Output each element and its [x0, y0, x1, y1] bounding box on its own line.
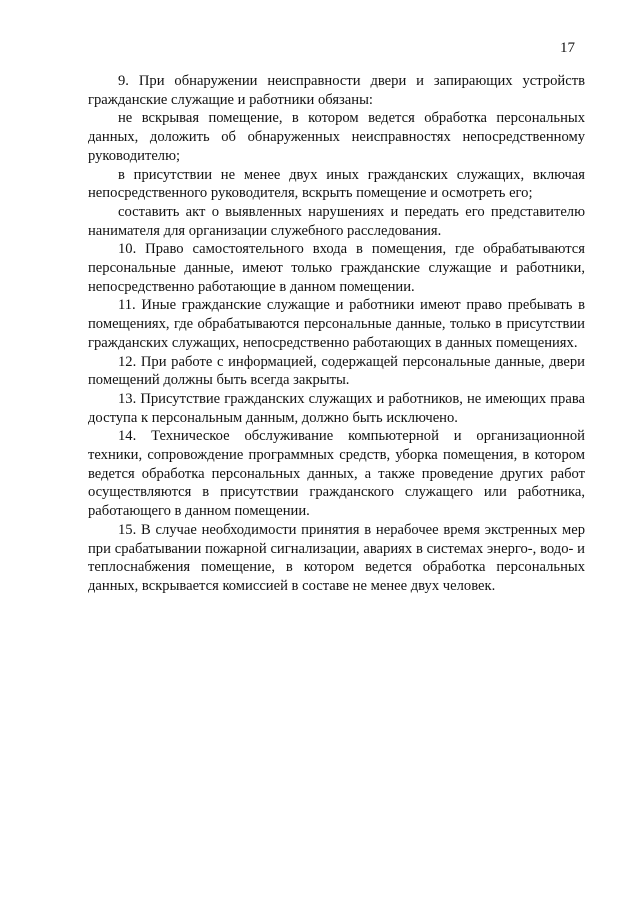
paragraph-12: 12. При работе с информацией, содержащей персональные данные, двери помещений должны быть всегда закрыты.	[88, 353, 585, 389]
paragraph-9-item-3: составить акт о выявленных нарушениях и передать его представителю нанимателя для организации служебного расследования.	[88, 203, 585, 239]
document-body	[88, 72, 585, 596]
paragraph-9-intro: 9. При обнаружении неисправности двери и запирающих устройств гражданские служащие и работники обязаны:	[88, 73, 585, 108]
paragraph-15: 15. В случае необходимости принятия в нерабочее время экстренных мер при срабатывании пожарной сигнализации, авариях в системах энерго-, водо- и теплоснабжения помещение, в котором ведется обработка персональных данных, вскрывается комиссией в составе не менее двух человек.	[88, 521, 585, 594]
paragraph-13: 13. Присутствие гражданских служащих и работников, не имеющих права доступа к персональным данным, должно быть исключено.	[88, 390, 585, 426]
paragraph-11: 11. Иные гражданские служащие и работники имеют право пребывать в помещениях, где обрабатываются персональные данные, только в присутствии гражданских служащих, непосредственно работающих в данных помещениях.	[88, 297, 585, 351]
page-number: 17	[560, 40, 575, 56]
paragraph-10: 10. Право самостоятельного входа в помещения, где обрабатываются персональные данные, имеют только гражданские служащие и работники, непосредственно работающие в данном помещении.	[88, 241, 585, 295]
paragraph-9-item-1: не вскрывая помещение, в котором ведется обработка персональных данных, доложить об обнаруженных неисправностях непосредственному руководителю;	[88, 110, 585, 164]
paragraph-14: 14. Техническое обслуживание компьютерной и организационной техники, сопровождение программных средств, уборка помещения, в котором ведется обработка персональных данных, а также проведение других работ осуществляются в присутствии гражданского служащего или работника, работающего в данном помещении.	[88, 428, 585, 520]
paragraph-9-item-2: в присутствии не менее двух иных гражданских служащих, включая непосредственного руководителя, вскрыть помещение и осмотреть его;	[88, 166, 585, 202]
